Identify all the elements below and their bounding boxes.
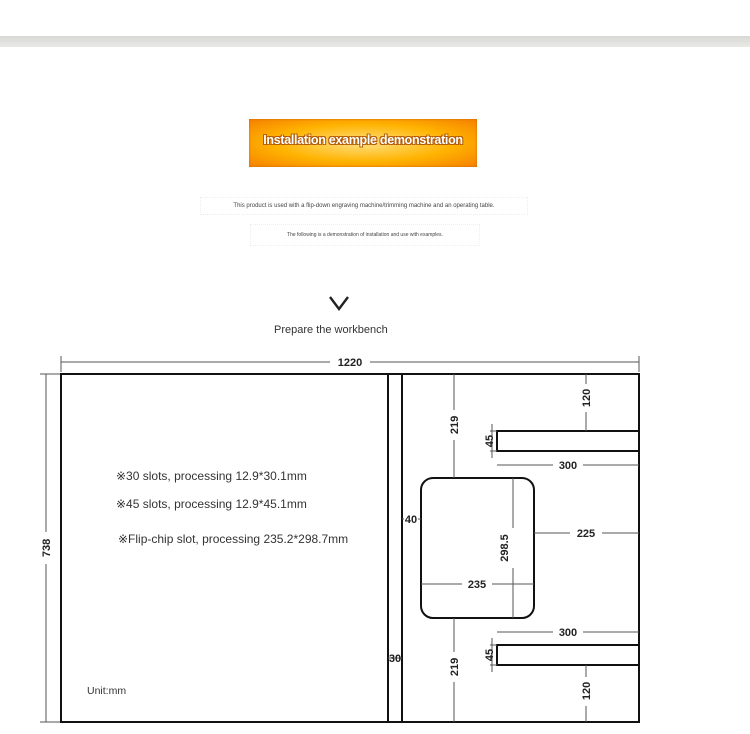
dim-width: 1220 (337, 357, 363, 369)
dim-side-gap: 40 (404, 514, 418, 526)
dim-top-edge: 120 (581, 388, 593, 408)
note-30-slots: ※30 slots, processing 12.9*30.1mm (116, 469, 307, 483)
dim-rail-w: 30 (388, 653, 402, 665)
dim-bottom-slot-w: 45 (484, 648, 496, 662)
dim-flip-h: 298.5 (499, 534, 511, 562)
dim-bottom-margin: 219 (449, 657, 461, 677)
banner-title: Installation example demonstration (263, 133, 463, 147)
workbench-board (61, 374, 639, 722)
slot-bottom (497, 645, 639, 665)
slot-top (497, 431, 639, 451)
dim-flip-w: 235 (467, 579, 487, 591)
step-label: Prepare the workbench (274, 324, 388, 336)
flip-chip-cutout (421, 478, 534, 618)
dim-bottom-slot-len: 300 (558, 627, 578, 639)
dim-top-slot-w: 45 (484, 434, 496, 448)
dim-top-slot-len: 300 (558, 460, 578, 472)
dim-right-gap: 225 (576, 528, 596, 540)
dim-top-margin: 219 (449, 415, 461, 435)
note-45-slots: ※45 slots, processing 12.9*45.1mm (116, 497, 307, 511)
intro-line-1: This product is used with a flip-down engraving machine/trimming machine and an operating table. (200, 197, 528, 215)
dim-bottom-edge: 120 (581, 681, 593, 701)
dim-height: 738 (41, 538, 53, 558)
intro-line-2: The following is a demonstration of installation and use with examples. (250, 224, 480, 246)
unit-label: Unit:mm (87, 685, 127, 697)
note-flip-chip-slot: ※Flip-chip slot, processing 235.2*298.7mm (118, 532, 349, 546)
